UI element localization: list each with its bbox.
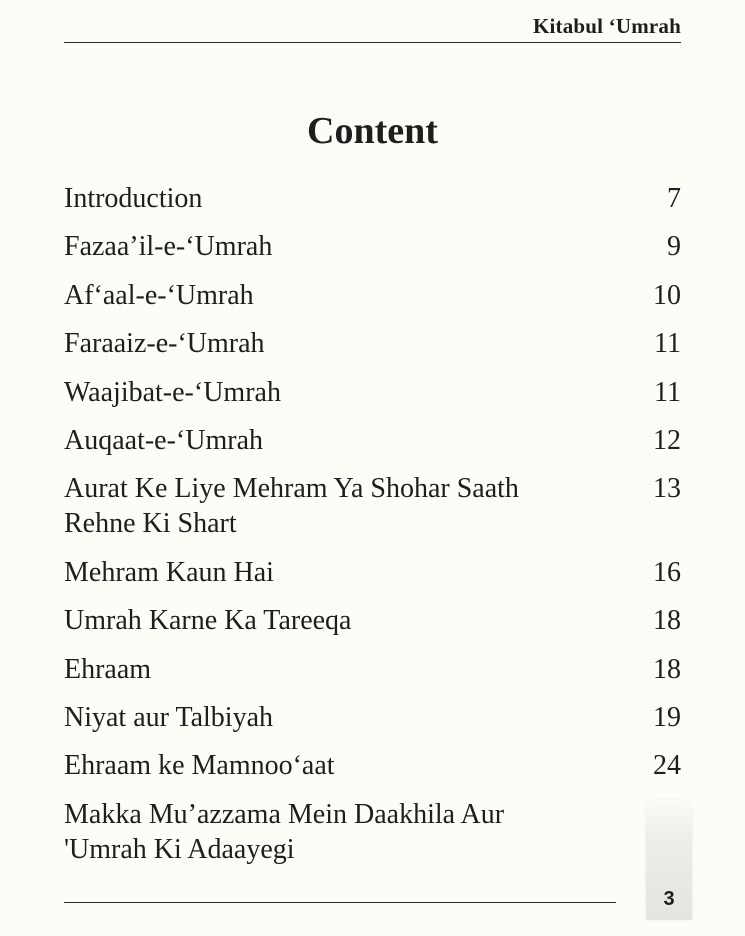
table-of-contents <box>64 181 681 880</box>
toc-entry[interactable] <box>64 423 681 458</box>
toc-entry-title: Waajibat-e-‘Umrah <box>64 376 281 408</box>
toc-entry[interactable] <box>64 326 681 361</box>
toc-entry[interactable] <box>64 603 681 638</box>
toc-entry-title: Ehraam <box>64 653 152 685</box>
toc-entry-page: 13 <box>653 473 681 505</box>
toc-entry[interactable] <box>64 652 681 687</box>
toc-entry-title: Fazaa’il-e-‘Umrah <box>64 231 273 263</box>
toc-entry-title: Makka Mu’azzama Mein Daakhila Aur 'Umrah Ki Adaayegi <box>64 798 505 865</box>
toc-entry-title: Mehram Kaun Hai <box>64 556 274 588</box>
toc-entry-page: 10 <box>653 279 681 311</box>
toc-entry-title: Umrah Karne Ka Tareeqa <box>64 605 352 637</box>
toc-entry-title: Introduction <box>64 183 203 214</box>
toc-entry[interactable] <box>64 181 681 216</box>
toc-entry[interactable] <box>64 375 681 410</box>
toc-entry-title: Faraaiz-e-‘Umrah <box>64 328 265 360</box>
toc-entry-title: Aurat Ke Liye Mehram Ya Shohar Saath Rehne Ki Shart <box>64 473 519 540</box>
toc-entry-page: 18 <box>653 605 681 637</box>
toc-entry[interactable] <box>64 797 681 867</box>
toc-entry-page: 19 <box>653 701 681 733</box>
header-rule <box>64 42 681 43</box>
running-head: Kitabul ‘Umrah <box>532 14 681 38</box>
toc-entry[interactable] <box>64 229 681 264</box>
toc-entry[interactable] <box>64 278 681 313</box>
toc-entry[interactable] <box>64 555 681 590</box>
toc-entry-title: Auqaat-e-‘Umrah <box>64 424 264 456</box>
toc-entry-title: Af‘aal-e-‘Umrah <box>64 279 254 311</box>
toc-entry-page: 11 <box>654 328 681 360</box>
toc-entry-page: 24 <box>653 750 681 782</box>
toc-entry-page: 9 <box>667 231 681 263</box>
toc-entry[interactable] <box>64 700 681 735</box>
page-title: Content <box>307 110 438 152</box>
page-number: 3 <box>663 888 675 910</box>
toc-entry-page: 16 <box>653 556 681 588</box>
toc-entry-page: 7 <box>667 183 681 214</box>
toc-entry-page: 12 <box>653 424 681 456</box>
toc-entry-page: 11 <box>654 376 681 408</box>
toc-entry-title: Niyat aur Talbiyah <box>64 701 274 733</box>
footer-rule <box>64 902 616 903</box>
toc-entry-page: 18 <box>653 653 681 685</box>
toc-entry-title: Ehraam ke Mamnoo‘aat <box>64 750 335 782</box>
toc-entry[interactable] <box>64 471 681 541</box>
toc-entry[interactable] <box>64 748 681 783</box>
